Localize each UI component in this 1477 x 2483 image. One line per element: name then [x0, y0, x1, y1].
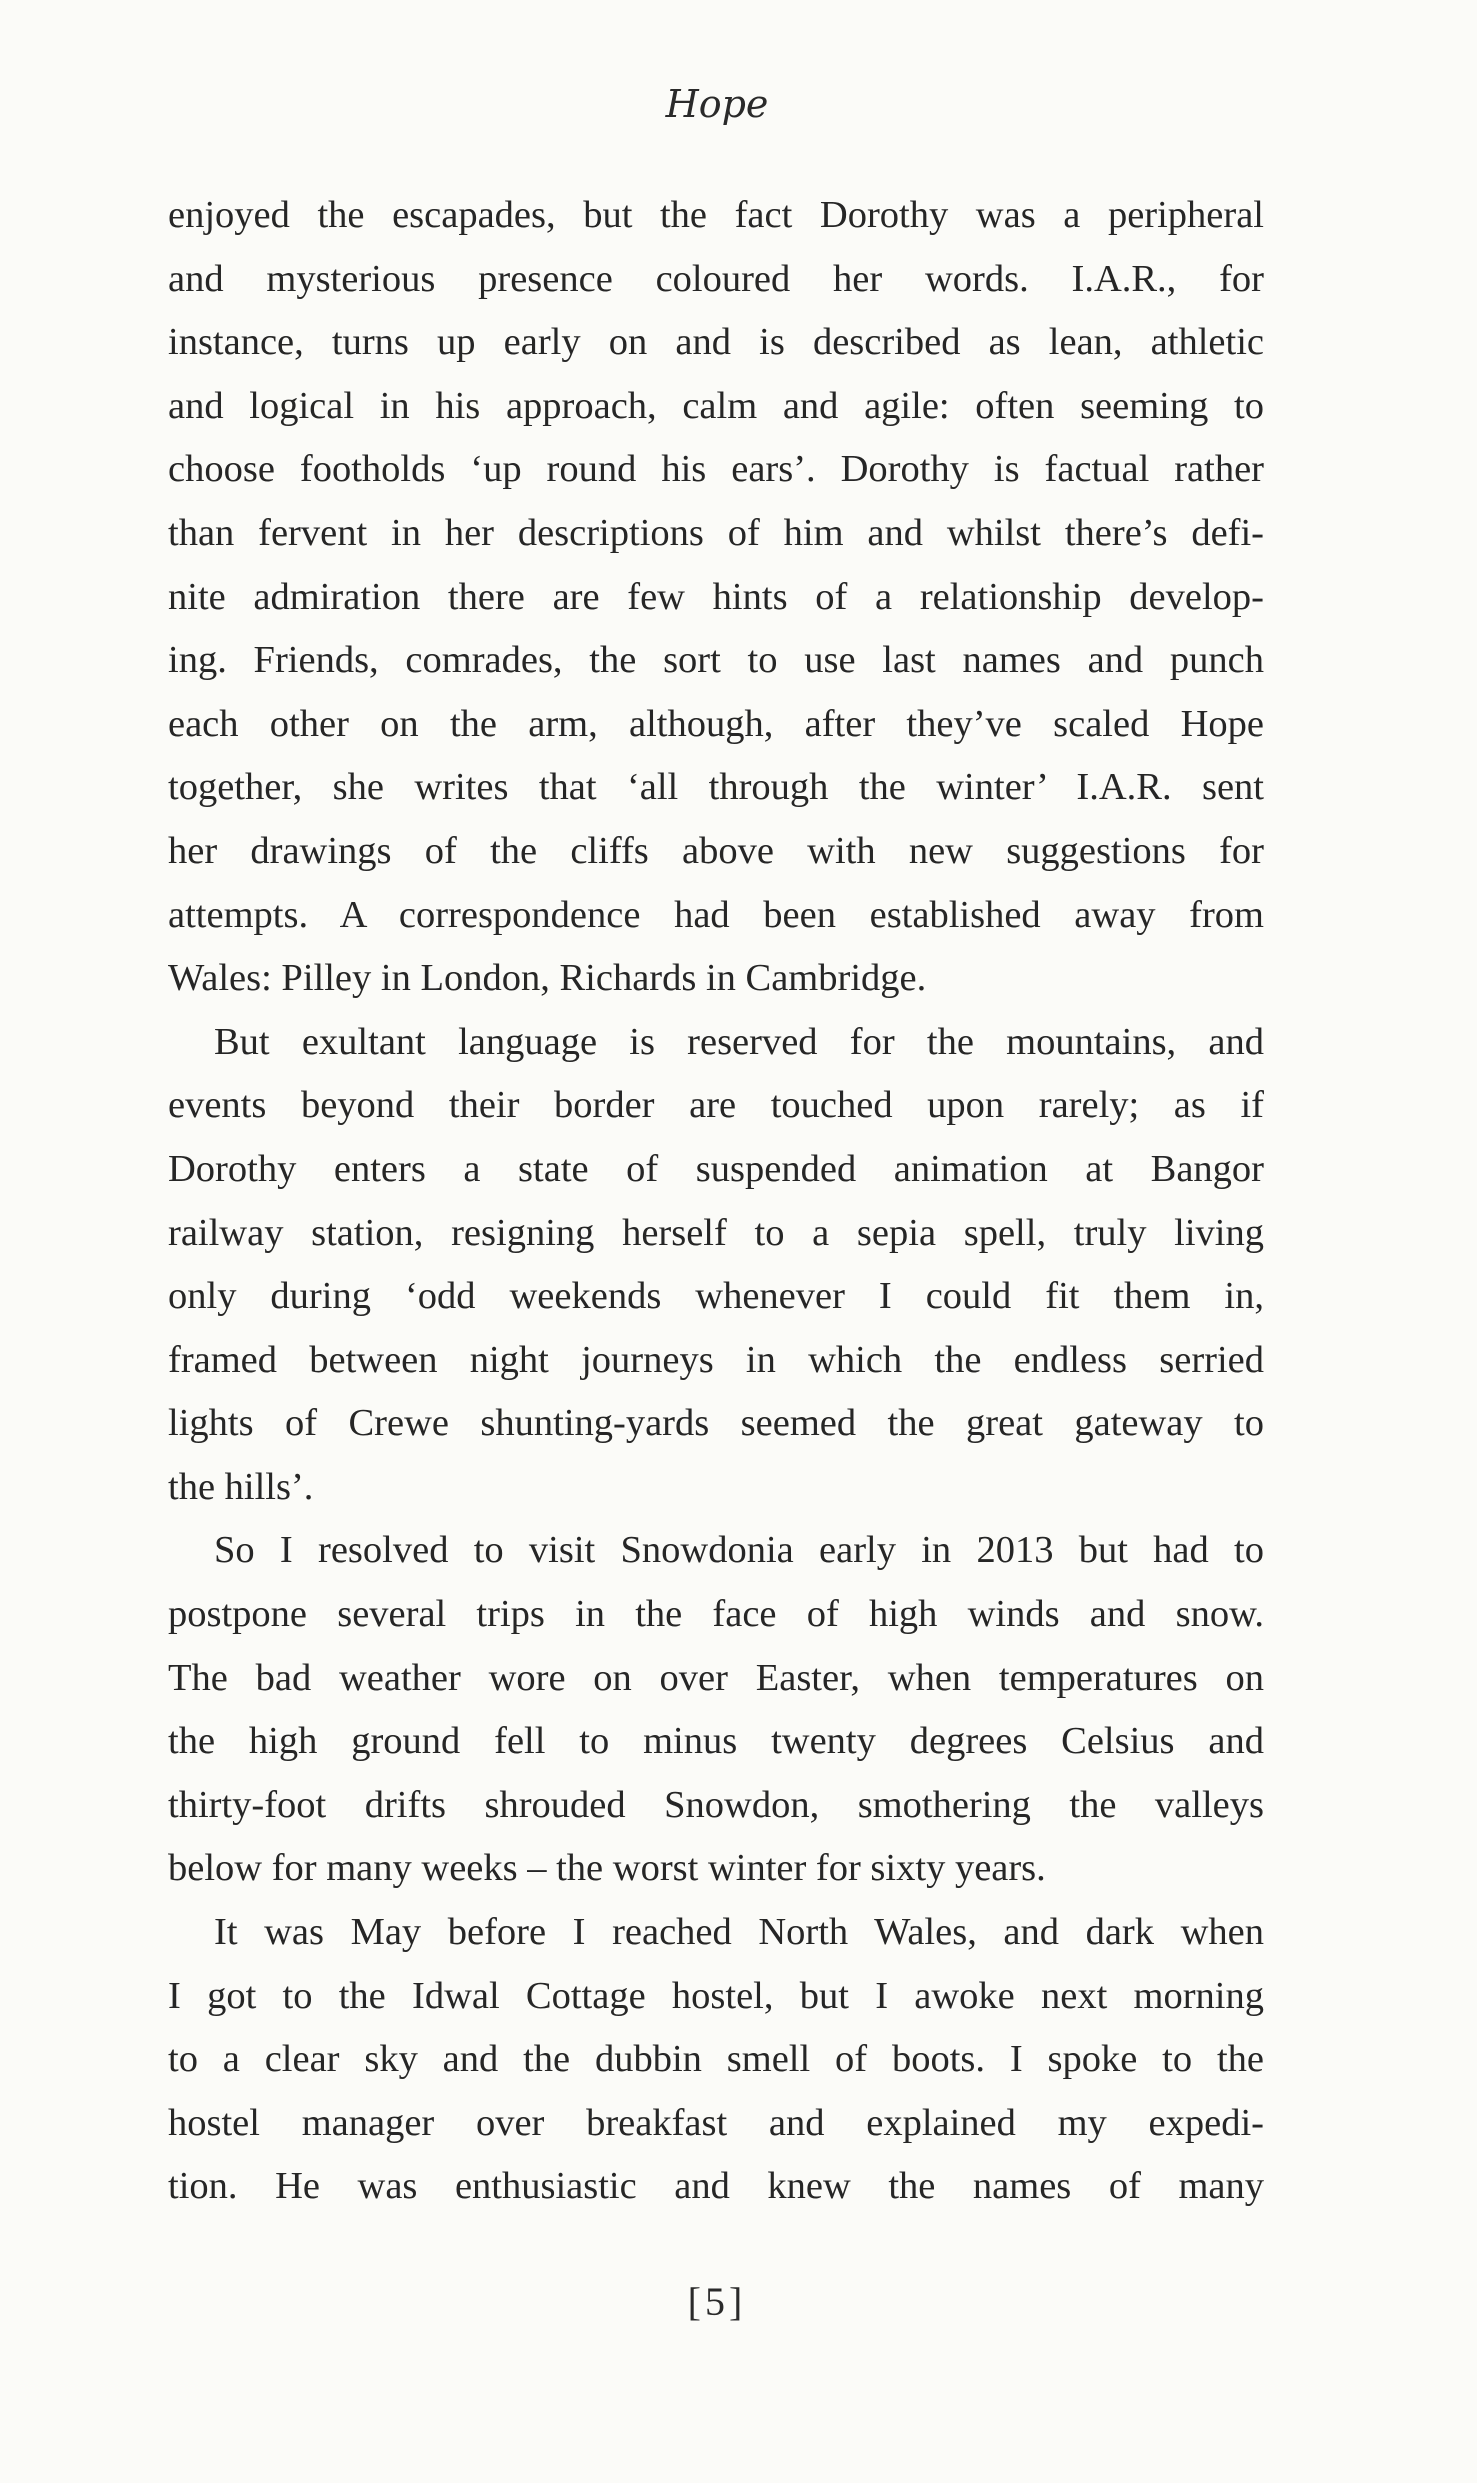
paragraph-1 — [168, 184, 1264, 1011]
text-line: I got to the Idwal Cottage hostel, but I awoke next morning — [168, 1974, 1264, 2017]
text-line: The bad weather wore on over Easter, when temperatures on — [168, 1656, 1264, 1699]
text-line: enjoyed the escapades, but the fact Dorothy was a peripheral — [168, 194, 1264, 236]
page-number: [5] — [687, 2279, 747, 2324]
text-line: choose footholds ‘up round his ears’. Dorothy is factual rather — [168, 448, 1264, 491]
paragraph-4 — [168, 1901, 1264, 2219]
text-line: the hills’. — [168, 1465, 314, 1508]
text-line: But exultant language is reserved for the mountains, and — [214, 1020, 1264, 1063]
text-line: to a clear sky and the dubbin smell of boots. I spoke to the — [168, 2038, 1264, 2081]
text-line: lights of Crewe shunting-yards seemed the great gateway to — [168, 1402, 1264, 1445]
text-line: attempts. A correspondence had been established away from — [168, 893, 1264, 936]
text-line: ing. Friends, comrades, the sort to use last names and punch — [168, 639, 1264, 682]
text-line: railway station, resigning herself to a sepia spell, truly living — [168, 1211, 1264, 1254]
text-line: than fervent in her descriptions of him and whilst there’s defi- — [168, 511, 1264, 554]
body-text — [168, 184, 1264, 2219]
text-line: only during ‘odd weekends whenever I could fit them in, — [168, 1275, 1264, 1318]
text-line: instance, turns up early on and is described as lean, athletic — [168, 321, 1264, 364]
text-line: her drawings of the cliffs above with new suggestions for — [168, 829, 1264, 872]
text-line: tion. He was enthusiastic and knew the names of many — [168, 2165, 1264, 2208]
paragraph-2 — [168, 1011, 1264, 1520]
text-line: nite admiration there are few hints of a relationship develop- — [168, 575, 1264, 618]
text-line: and mysterious presence coloured her words. I.A.R., for — [168, 257, 1264, 300]
text-line: the high ground fell to minus twenty degrees Celsius and — [168, 1720, 1264, 1763]
text-line: and logical in his approach, calm and agile: often seeming to — [168, 384, 1264, 427]
text-line: together, she writes that ‘all through the winter’ I.A.R. sent — [168, 766, 1264, 809]
text-line: thirty-foot drifts shrouded Snowdon, smothering the valleys — [168, 1783, 1264, 1826]
text-line: below for many weeks – the worst winter for sixty years. — [168, 1847, 1046, 1890]
paragraph-3 — [168, 1519, 1264, 1901]
text-line: hostel manager over breakfast and explained my expedi- — [168, 2101, 1264, 2144]
text-line: each other on the arm, although, after they’ve scaled Hope — [168, 702, 1264, 745]
text-line: framed between night journeys in which the endless serried — [168, 1338, 1264, 1381]
text-line: It was May before I reached North Wales, and dark when — [214, 1911, 1264, 1954]
text-line: Dorothy enters a state of suspended animation at Bangor — [168, 1147, 1264, 1190]
text-line: events beyond their border are touched upon rarely; as if — [168, 1084, 1264, 1127]
text-line: So I resolved to visit Snowdonia early in 2013 but had to — [214, 1529, 1264, 1572]
running-head: Hope — [665, 82, 769, 126]
text-line: Wales: Pilley in London, Richards in Cambridge. — [168, 957, 927, 1000]
text-line: postpone several trips in the face of high winds and snow. — [168, 1593, 1264, 1636]
